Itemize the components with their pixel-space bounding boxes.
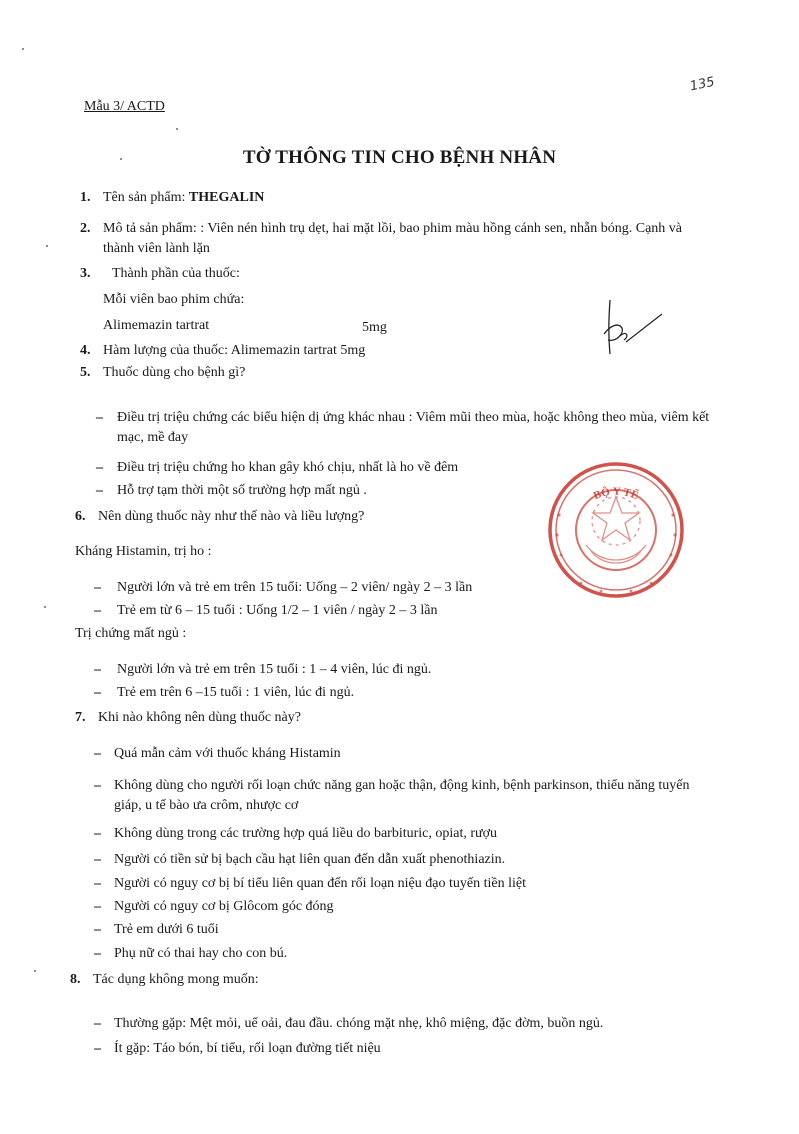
section-7-number: 7. <box>75 710 86 725</box>
s6-group1-label: Kháng Histamin, trị ho : <box>75 544 212 559</box>
product-name: THEGALIN <box>188 190 265 205</box>
s7-item-4: Người có tiền sử bị bạch cầu hạt liên quan đến dẫn xuất phenothiazin. <box>114 852 506 867</box>
s7-item-2-line2: giáp, u tế bào ưa crôm, nhược cơ <box>114 798 299 813</box>
s5-item-1-line1: Điều trị triệu chứng các biểu hiện dị ứng khác nhau : Viêm mũi theo mùa, hoặc không theo mùa, viêm kết <box>117 410 710 425</box>
handwritten-number: 135 <box>688 74 717 95</box>
section-2-line2: thành viên lành lặn <box>103 241 210 256</box>
form-code: Mẫu 3/ ACTD <box>84 99 165 114</box>
s7-item-8: Phụ nữ có thai hay cho con bú. <box>114 946 288 961</box>
bullet-dash: – <box>94 580 101 595</box>
ministry-stamp <box>541 455 691 605</box>
bullet-dash: – <box>94 685 101 700</box>
scan-speck <box>176 128 178 130</box>
scan-speck <box>46 245 48 247</box>
bullet-dash: – <box>94 826 101 841</box>
section-6-label: Nên dùng thuốc này như thế nào và liều lượng? <box>98 509 365 524</box>
s5-item-3: Hỗ trợ tạm thời một số trường hợp mất ngủ . <box>117 483 367 498</box>
section-3-number: 3. <box>80 266 91 281</box>
bullet-dash: – <box>94 1016 101 1031</box>
s6-group1-item-1: Người lớn và trẻ em trên 15 tuổi: Uống – 2 viên/ ngày 2 – 3 lần <box>117 580 473 595</box>
bullet-dash: – <box>94 1041 101 1056</box>
bullet-dash: – <box>94 778 101 793</box>
s8-item-1: Thường gặp: Mệt mỏi, uể oải, đau đầu. chóng mặt nhẹ, khô miệng, đặc đờm, buồn ngủ. <box>114 1016 604 1031</box>
bullet-dash: – <box>94 603 101 618</box>
bullet-dash: – <box>94 922 101 937</box>
section-1-label: Tên sản phẩm: <box>103 190 189 205</box>
section-3-sub: Mỗi viên bao phim chứa: <box>103 292 245 307</box>
scan-speck <box>44 606 46 608</box>
stamp-text: BỘ Y TẾ <box>591 485 641 503</box>
ingredient-name: Alimemazin tartrat <box>103 318 210 333</box>
bullet-dash: – <box>96 410 103 425</box>
section-2-number: 2. <box>80 221 91 236</box>
section-6-number: 6. <box>75 509 86 524</box>
section-8-label: Tác dụng không mong muốn: <box>93 972 259 987</box>
bullet-dash: – <box>96 483 103 498</box>
s6-group2-item-1: Người lớn và trẻ em trên 15 tuổi : 1 – 4 viên, lúc đi ngủ. <box>117 662 432 677</box>
bullet-dash: – <box>94 662 101 677</box>
scan-speck <box>120 158 122 160</box>
s8-item-2: Ít gặp: Táo bón, bí tiểu, rối loạn đường tiết niệu <box>114 1041 381 1056</box>
section-2-line1: Mô tả sản phẩm: : Viên nén hình trụ dẹt, hai mặt lồi, bao phim màu hồng cánh sen, nhẵn bóng. Cạnh và <box>103 221 683 236</box>
section-3-label: Thành phần của thuốc: <box>112 266 240 281</box>
section-5-number: 5. <box>80 365 91 380</box>
scan-speck <box>22 48 24 50</box>
s7-item-6: Người có nguy cơ bị Glôcom góc đóng <box>114 899 334 914</box>
section-7-label: Khi nào không nên dùng thuốc này? <box>98 710 301 725</box>
s5-item-2: Điều trị triệu chứng ho khan gây khó chịu, nhất là ho về đêm <box>117 460 459 475</box>
bullet-dash: – <box>94 876 101 891</box>
s6-group2-item-2: Trẻ em trên 6 –15 tuổi : 1 viên, lúc đi ngủ. <box>117 685 355 700</box>
scan-speck <box>34 970 36 972</box>
bullet-dash: – <box>94 746 101 761</box>
bullet-dash: – <box>94 899 101 914</box>
section-5-label: Thuốc dùng cho bệnh gì? <box>103 365 246 380</box>
s5-item-1-line2: mạc, mề đay <box>117 430 189 445</box>
s6-group2-label: Trị chứng mất ngủ : <box>75 626 187 641</box>
signature-mark <box>596 296 666 366</box>
s7-item-1: Quá mẫn cảm với thuốc kháng Histamin <box>114 746 341 761</box>
page-title: TỜ THÔNG TIN CHO BỆNH NHÂN <box>242 147 557 168</box>
s7-item-5: Người có nguy cơ bị bí tiểu liên quan đến rối loạn niệu đạo tuyến tiền liệt <box>114 876 526 891</box>
bullet-dash: – <box>94 852 101 867</box>
section-1-line <box>103 189 264 207</box>
s7-item-2-line1: Không dùng cho người rối loạn chức năng gan hoặc thận, động kinh, bệnh parkinson, thiểu năng tuyến <box>114 778 690 793</box>
section-1-number: 1. <box>80 190 91 205</box>
bullet-dash: – <box>96 460 103 475</box>
s7-item-3: Không dùng trong các trường hợp quá liều do barbituric, opiat, rượu <box>114 826 498 841</box>
section-4-number: 4. <box>80 343 91 358</box>
section-8-number: 8. <box>70 972 81 987</box>
s6-group1-item-2: Trẻ em từ 6 – 15 tuổi : Uống 1/2 – 1 viên / ngày 2 – 3 lần <box>117 603 438 618</box>
bullet-dash: – <box>94 946 101 961</box>
ingredient-amount: 5mg <box>362 320 387 335</box>
s7-item-7: Trẻ em dưới 6 tuổi <box>114 922 219 937</box>
section-4-text: Hàm lượng của thuốc: Alimemazin tartrat 5mg <box>103 343 366 358</box>
